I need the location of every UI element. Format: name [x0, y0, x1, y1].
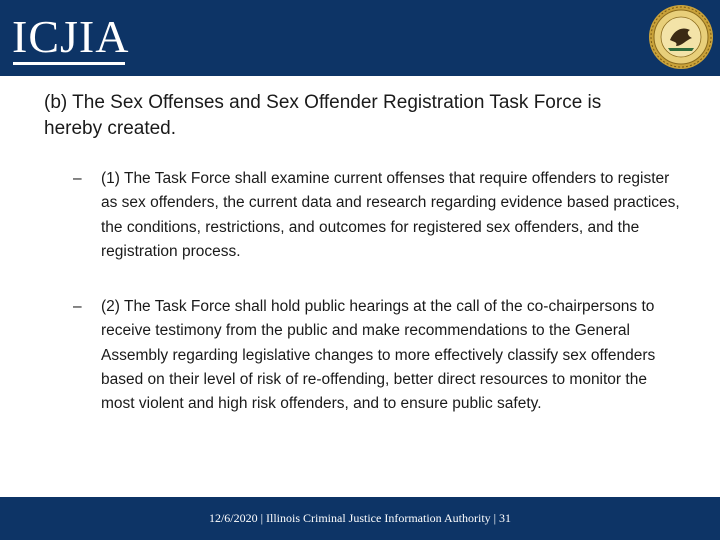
slide-heading: (b) The Sex Offenses and Sex Offender Registration Task Force is hereby created.	[44, 92, 602, 139]
bullet-dash: –	[73, 298, 82, 315]
bullet-item-2	[73, 295, 681, 416]
bullet-item-1	[73, 167, 681, 264]
bullet-text: (2) The Task Force shall hold public hearings at the call of the co-chairpersons to receive testimony from the public and make recommendations to the General Assembly regarding legislative changes to more effectively classify sex offenders based on their level of risk of re-offending, better direct resources to monitor the most violent and high risk offenders, and to ensure public safety.	[101, 298, 656, 413]
bullet-text: (1) The Task Force shall examine current offenses that require offenders to register as sex offenders, the current data and research regarding evidence based practices, the conditions, restrictions, and outcomes for registered sex offenders, and the registration process.	[101, 170, 680, 260]
icjia-logo: ICJIA	[12, 11, 130, 62]
slide-footer	[0, 497, 720, 540]
bullet-dash: –	[73, 170, 82, 187]
footer-text: 12/6/2020 | Illinois Criminal Justice Information Authority | 31	[208, 511, 512, 525]
